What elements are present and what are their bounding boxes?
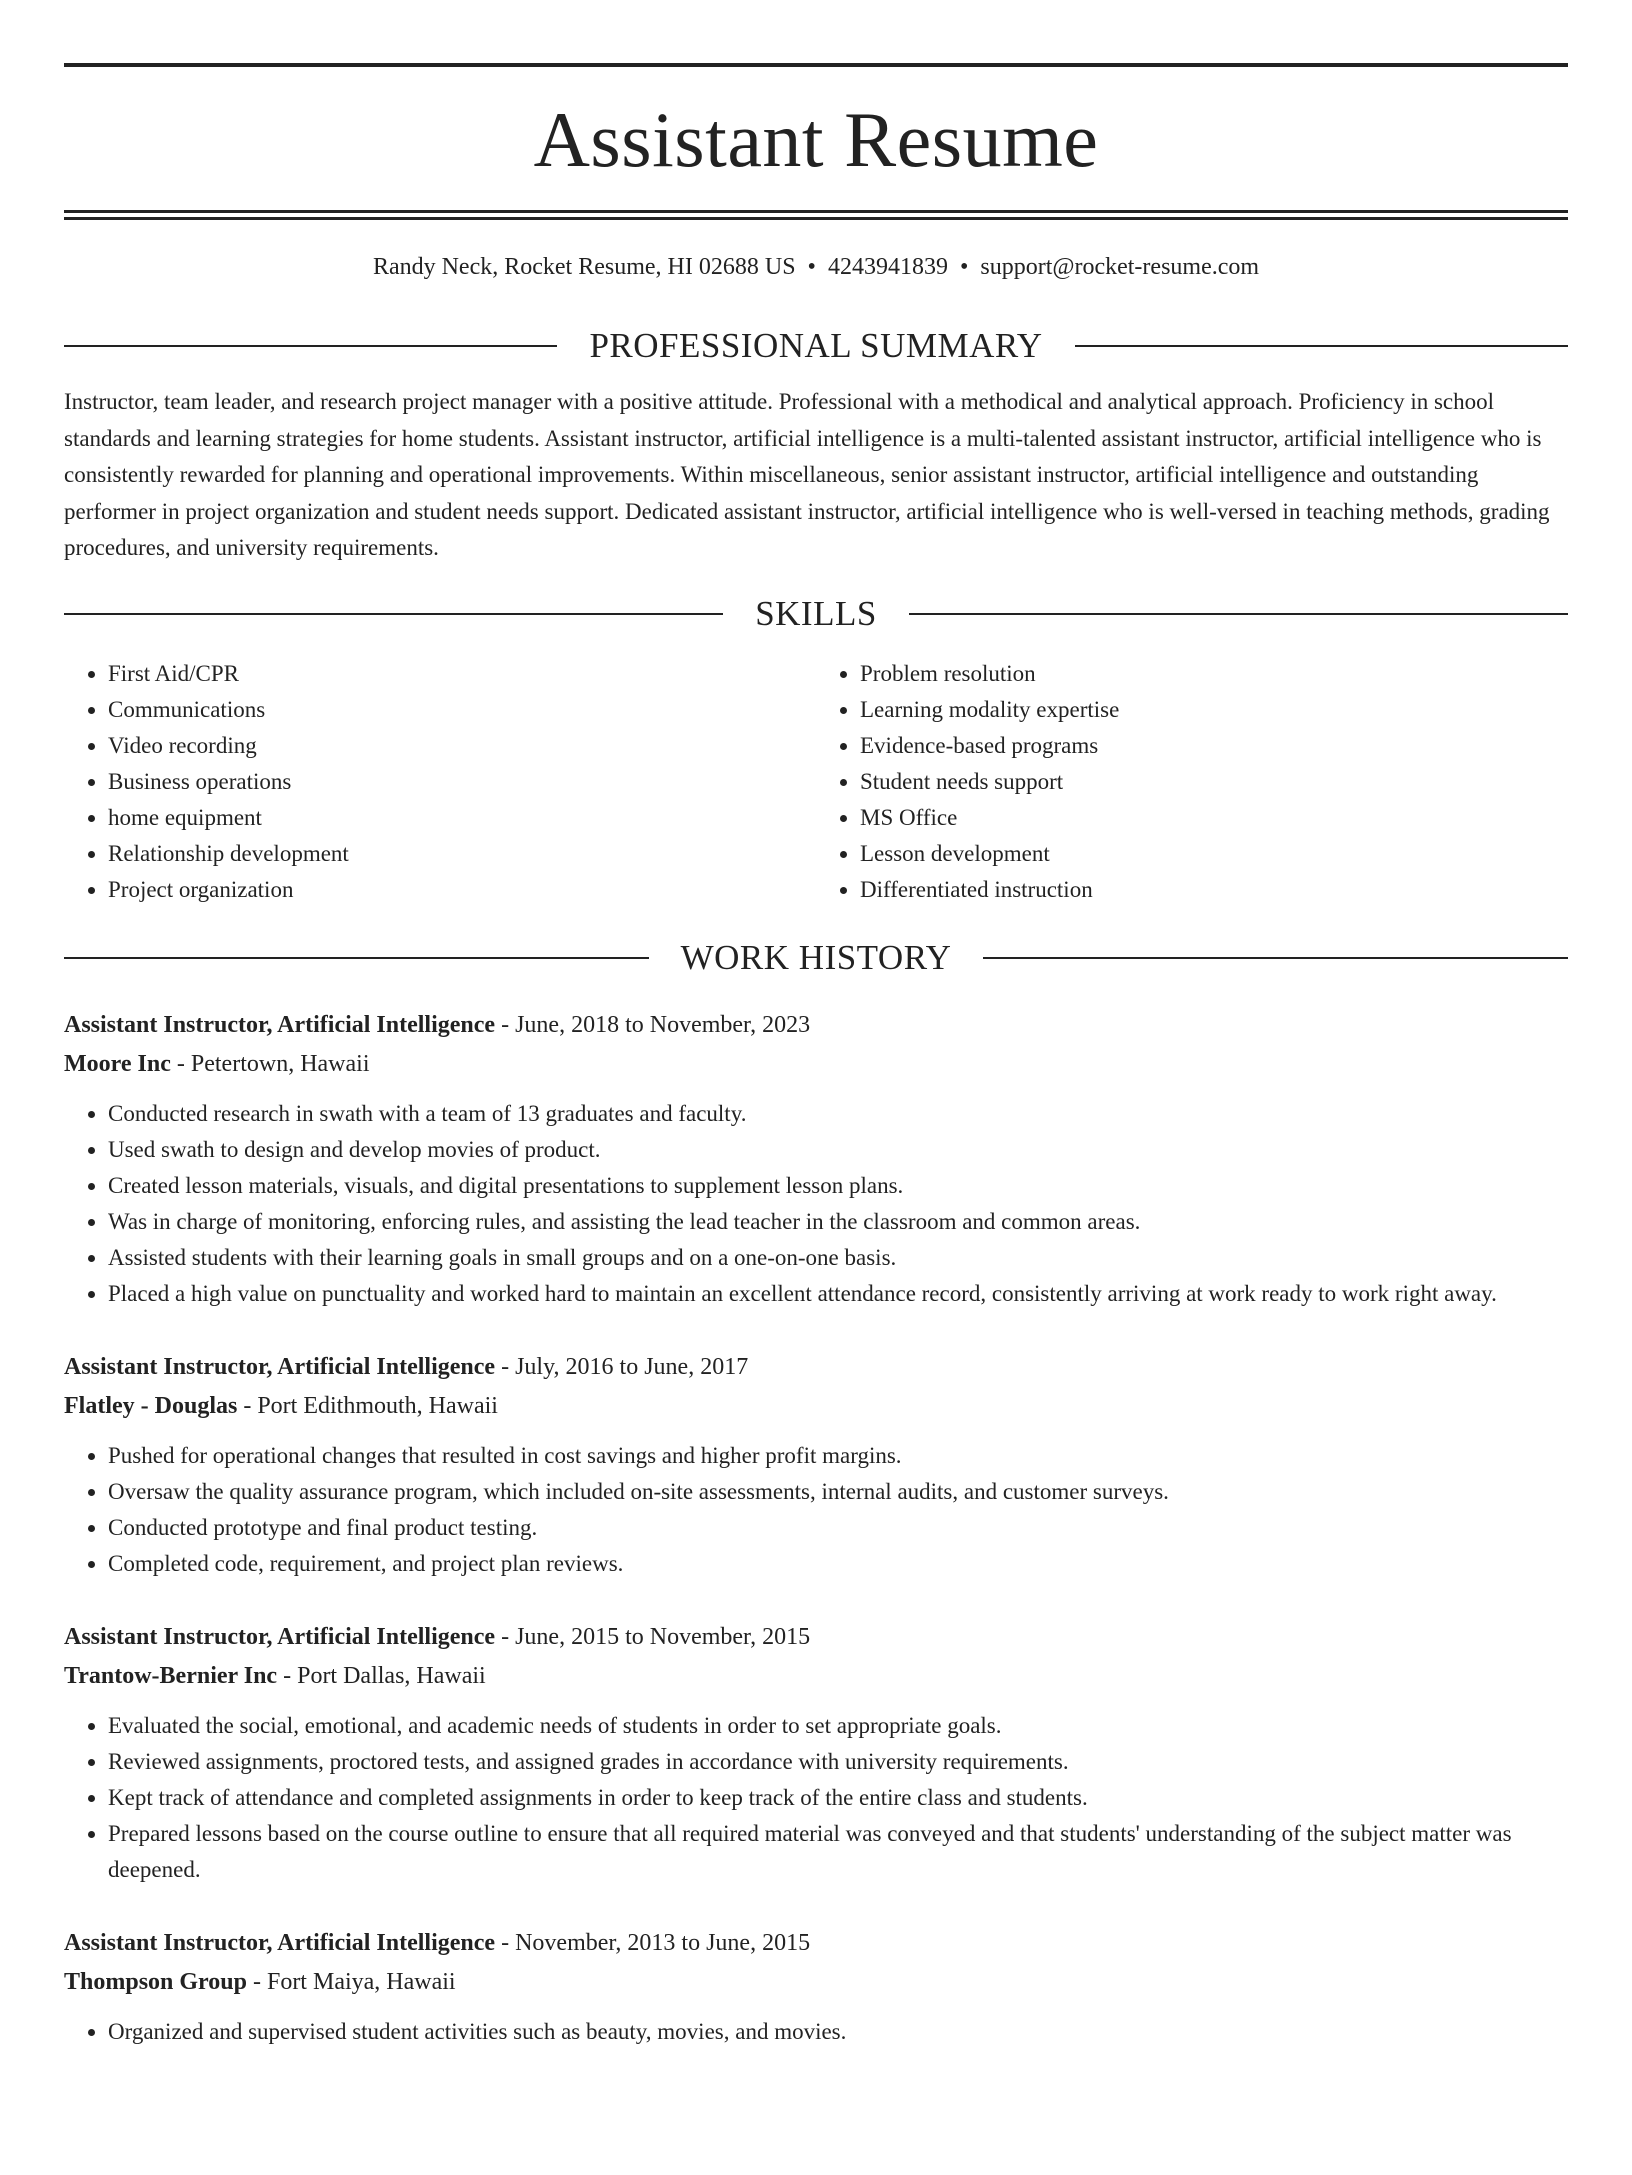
job-dates: June, 2018 to November, 2023 [515,1011,811,1038]
skill-item: • Learning modality expertise [860,692,1568,728]
skill-item: • Business operations [108,764,816,800]
job-entry [64,1618,1568,1888]
job-company-line: Thompson Group - Fort Maiya, Hawaii [64,1968,456,1995]
section-rule-left [64,345,557,347]
job-title-line: Assistant Instructor, Artificial Intelligence - June, 2015 to November, 2015 [64,1623,811,1650]
skills-list-left [64,656,816,908]
title-double-rule [64,210,1568,220]
job-title: Assistant Instructor, Artificial Intelligence [64,1353,496,1380]
section-rule-left [64,957,649,959]
skill-item: • Student needs support [860,764,1568,800]
job-bullet: • Kept track of attendance and completed assignments in order to keep track of the entire class and students. [108,1780,1568,1816]
job-bullet: • Conducted prototype and final product testing. [108,1510,1568,1546]
job-entry [64,1006,1568,1312]
top-rule [64,63,1568,67]
contact-phone: 4243941839 [827,254,948,280]
job-title-line: Assistant Instructor, Artificial Intelligence - November, 2013 to June, 2015 [64,1929,811,1956]
job-bullet: • Evaluated the social, emotional, and academic needs of students in order to set appropriate goals. [108,1708,1568,1744]
work-heading: WORK HISTORY [680,937,952,977]
skill-item: • Evidence-based programs [860,728,1568,764]
job-bullet: • Completed code, requirement, and project plan reviews. [108,1546,1568,1582]
job-company-line: Moore Inc - Petertown, Hawaii [64,1050,370,1077]
skill-item: • Video recording [108,728,816,764]
skills-columns [64,656,1568,908]
job-bullet: • Assisted students with their learning goals in small groups and on a one-on-one basis. [108,1240,1568,1276]
job-company-line: Flatley - Douglas - Port Edithmouth, Hawaii [64,1392,498,1419]
contact-separator: • [807,254,816,280]
job-dates: July, 2016 to June, 2017 [515,1353,749,1380]
job-company: Thompson Group [64,1968,247,1995]
job-bullets [64,1708,1568,1888]
skill-item: • home equipment [108,800,816,836]
contact-line [64,252,1568,282]
section-rule-right [1075,345,1568,347]
skill-item: • MS Office [860,800,1568,836]
skill-item: • Lesson development [860,836,1568,872]
job-title-line: Assistant Instructor, Artificial Intelligence - June, 2018 to November, 2023 [64,1011,811,1038]
job-bullets [64,1438,1568,1582]
job-bullet: • Conducted research in swath with a team of 13 graduates and faculty. [108,1096,1568,1132]
skills-list-right [816,656,1568,908]
job-bullet: • Pushed for operational changes that resulted in cost savings and higher profit margins. [108,1438,1568,1474]
summary-text: Instructor, team leader, and research project manager with a positive attitude. Professional with a methodical and analytical approach. Proficiency in school standards and learning strategies for home students. Assistant instructor, artificial intelligence is a multi-talented assistant instructor, artificial intelligence who is consistently rewarded for planning and operational improvements. Within miscellaneous, senior assistant instructor, artificial intelligence and outstanding performer in project organization and student needs support. Dedicated assistant instructor, artificial intelligence who is well-versed in teaching methods, grading procedures, and university requirements. [64,389,1550,560]
job-company: Moore Inc [64,1050,171,1077]
job-company: Trantow-Bernier Inc [64,1662,278,1689]
job-title: Assistant Instructor, Artificial Intelligence [64,1623,496,1650]
job-entry [64,1924,1568,2050]
section-rule-right [909,613,1568,615]
job-bullet: • Reviewed assignments, proctored tests, and assigned grades in accordance with university requirements. [108,1744,1568,1780]
job-location: Petertown, Hawaii [190,1050,370,1077]
contact-email: support@rocket-resume.com [980,254,1260,280]
job-bullet: • Organized and supervised student activities such as beauty, movies, and movies. [108,2014,1568,2050]
job-bullets [64,2014,1568,2050]
job-title: Assistant Instructor, Artificial Intelligence [64,1929,496,1956]
skill-item: • Communications [108,692,816,728]
skills-section-header [64,594,1568,634]
resume-title: Assistant Resume [533,96,1099,183]
section-rule-right [983,957,1568,959]
job-location: Port Dallas, Hawaii [297,1662,486,1689]
skill-item: • First Aid/CPR [108,656,816,692]
job-company: Flatley - Douglas [64,1392,238,1419]
contact-address: Randy Neck, Rocket Resume, HI 02688 US [372,254,796,280]
job-bullet: • Prepared lessons based on the course outline to ensure that all required material was conveyed and that students' understanding of the subject matter was deepened. [108,1816,1568,1888]
job-bullet: • Oversaw the quality assurance program, which included on-site assessments, internal audits, and customer surveys. [108,1474,1568,1510]
job-dates: June, 2015 to November, 2015 [515,1623,811,1650]
job-bullet: • Used swath to design and develop movies of product. [108,1132,1568,1168]
job-title-line: Assistant Instructor, Artificial Intelligence - July, 2016 to June, 2017 [64,1353,749,1380]
contact-separator: • [959,254,969,280]
section-rule-left [64,613,723,615]
skills-heading: SKILLS [755,593,877,633]
skill-item: • Problem resolution [860,656,1568,692]
job-bullet: • Was in charge of monitoring, enforcing rules, and assisting the lead teacher in the classroom and common areas. [108,1204,1568,1240]
skill-item: • Differentiated instruction [860,872,1568,908]
work-section-header [64,938,1568,978]
job-location: Port Edithmouth, Hawaii [257,1392,498,1419]
job-bullet: • Created lesson materials, visuals, and digital presentations to supplement lesson plans. [108,1168,1568,1204]
job-company-line: Trantow-Bernier Inc - Port Dallas, Hawaii [64,1662,486,1689]
skill-item: • Relationship development [108,836,816,872]
summary-section-header [64,326,1568,366]
skill-item: • Project organization [108,872,816,908]
summary-heading: PROFESSIONAL SUMMARY [589,326,1043,365]
job-bullet: • Placed a high value on punctuality and worked hard to maintain an excellent attendance record, consistently arriving at work ready to work right away. [108,1276,1568,1312]
job-entry [64,1348,1568,1582]
job-dates: November, 2013 to June, 2015 [515,1929,811,1956]
job-bullets [64,1096,1568,1312]
job-title: Assistant Instructor, Artificial Intelligence [64,1011,496,1038]
job-location: Fort Maiya, Hawaii [266,1968,456,1995]
resume-page [0,63,1632,2175]
